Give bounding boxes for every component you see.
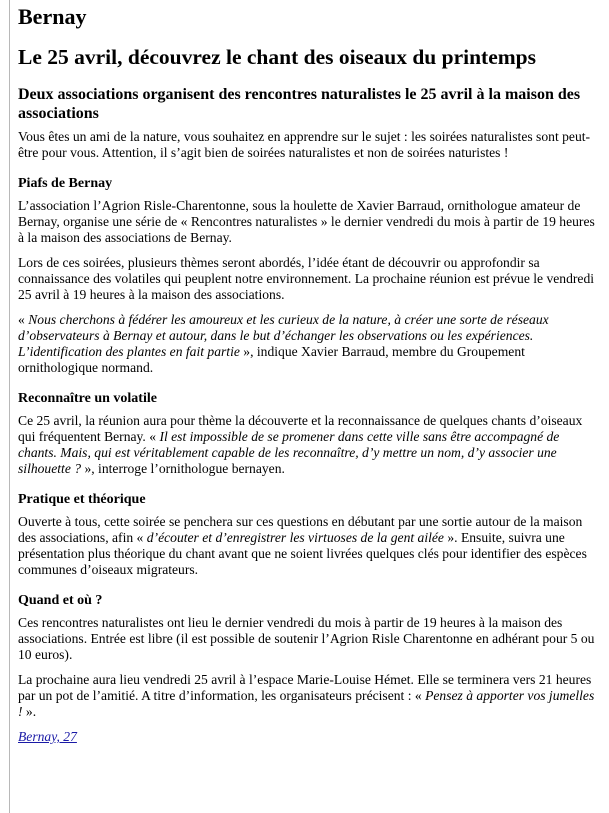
paragraph: Ces rencontres naturalistes ont lieu le dernier vendredi du mois à partir de 19 heures à la maison des associations. Entrée est libre (il est possible de soutenir l’Agrion Risle Charentonne en adhérant pour 5 ou 10 euros).: [18, 615, 595, 662]
quote-text: d’écouter et d’enregistrer les virtuoses de la gent ailée: [146, 530, 444, 545]
section-heading-reconnaitre: Reconnaître un volatile: [18, 391, 157, 406]
quote-open: «: [18, 312, 29, 327]
paragraph-text: Ouverte à tous, cette soirée se penchera sur ces questions en débutant par une sortie autour de la maison des associations, afin «: [18, 514, 583, 545]
paragraph-text: ».: [22, 704, 37, 719]
paragraph: [18, 514, 598, 578]
article: [18, 4, 598, 745]
section-heading-quand: Quand et où ?: [18, 593, 103, 608]
left-border: [9, 0, 10, 813]
quote-text: Nous cherchons à fédérer les amoureux et les curieux de la nature, à créer une sorte de réseaux d’observateurs à Bernay et autour, dans le but d’échanger les observations ou les expériences. L’identification des plantes en fait partie: [18, 312, 549, 359]
byline-link[interactable]: Bernay, 27: [18, 729, 77, 744]
paragraph-text: La prochaine aura lieu vendredi 25 avril à l’espace Marie-Louise Hémet. Elle se terminera vers 21 heures par un pot de l’amitié. A titre d’information, les organisateurs précisent : «: [18, 672, 592, 703]
paragraph: [18, 672, 598, 720]
site-title: Bernay: [18, 4, 87, 29]
section-heading-piafs: Piafs de Bernay: [18, 176, 113, 191]
paragraph: L’association l’Agrion Risle-Charentonne, sous la houlette de Xavier Barraud, ornithologue amateur de Bernay, organise une série de « Rencontres naturalistes » le dernier vendredi du mois à partir de 19 heures à la maison des associations de Bernay.: [18, 198, 595, 245]
quote-text: Pensez à apporter vos jumelles !: [18, 688, 595, 719]
paragraph-text: Ce 25 avril, la réunion aura pour thème la découverte et la reconnaissance de quelques chants d’oiseaux qui fréquentent Bernay. «: [18, 413, 583, 444]
intro-paragraph: Vous êtes un ami de la nature, vous souhaitez en apprendre sur le sujet : les soirées naturalistes sont peut-être pour vous. Attention, il s’agit bien de soirées naturalistes et non de soirées naturistes !: [18, 129, 591, 160]
paragraph-text: », interroge l’ornithologue bernayen.: [81, 461, 285, 476]
paragraph: Lors de ces soirées, plusieurs thèmes seront abordés, l’idée étant de découvrir ou approfondir sa connaissance des volatiles qui peuplent notre environnement. La prochaine réunion est prévue le vendredi 25 avril à 19 heures à la maison des associations.: [18, 255, 595, 302]
paragraph-text: ». Ensuite, suivra une présentation plus théorique du chant avant que ne soient livrées quelques clés pour identifier des espèces communes d’oiseaux migrateurs.: [18, 530, 587, 577]
quote-text: Il est impossible de se promener dans cette ville sans être accompagné de chants. Mais, qui est véritablement capable de les reconnaître, d’y mettre un nom, d’y associer une silhouette ?: [18, 429, 560, 476]
quote-attribution: », indique Xavier Barraud, membre du Groupement ornithologique normand.: [18, 344, 525, 375]
paragraph: [18, 413, 598, 477]
quote-paragraph: [18, 312, 598, 376]
section-heading-pratique: Pratique et théorique: [18, 492, 146, 507]
article-title: Le 25 avril, découvrez le chant des oiseaux du printemps: [18, 45, 536, 69]
article-subtitle: Deux associations organisent des rencontres naturalistes le 25 avril à la maison des associations: [18, 86, 581, 122]
